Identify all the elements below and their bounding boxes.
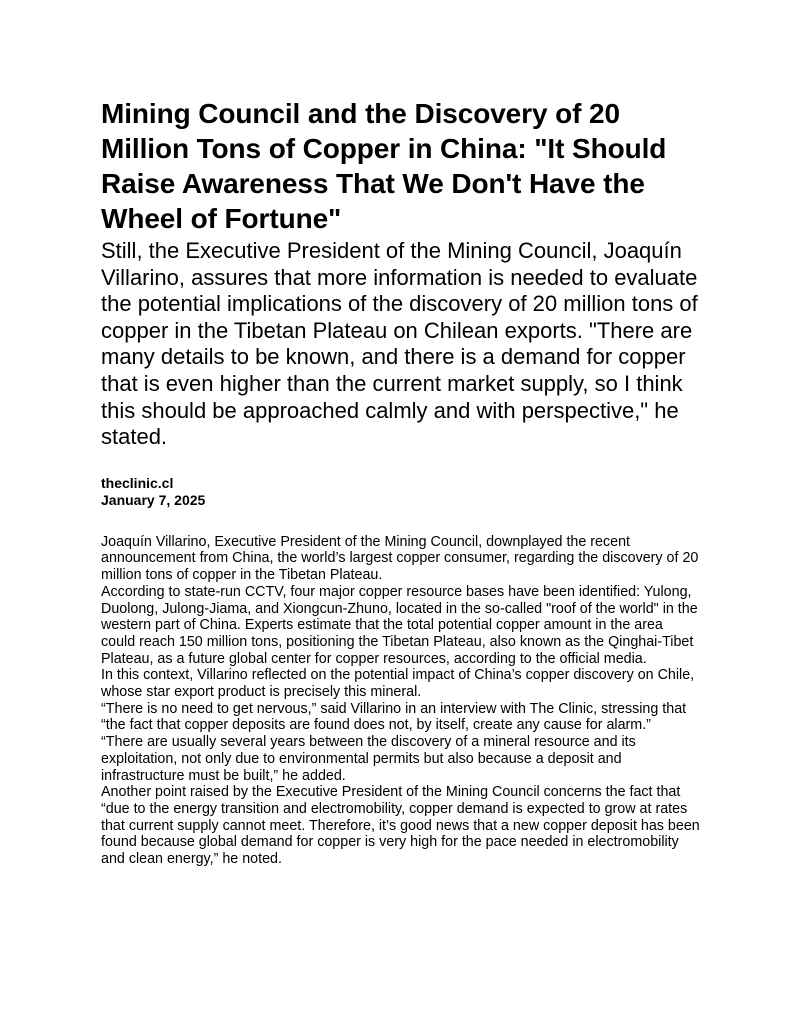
article-title: Mining Council and the Discovery of 20 Million Tons of Copper in China: "It Should Raise Awareness That We Don't Have the Wheel of Fortune" <box>101 98 667 234</box>
body-paragraph: In this context, Villarino reflected on the potential impact of China’s copper discovery on Chile, whose star export product is precisely this mineral. <box>101 667 695 701</box>
body-paragraph: “There is no need to get nervous,” said Villarino in an interview with The Clinic, stressing that “the fact that copper deposits are found does not, by itself, create any cause for alarm.” <box>101 700 687 734</box>
article-source: theclinic.cl <box>101 474 174 491</box>
body-paragraph: “There are usually several years between the discovery of a mineral resource and its exploitation, not only due to environmental permits but also because a deposit and infrastructure must be built,” he added. <box>101 734 636 784</box>
article-meta <box>101 475 701 509</box>
article <box>101 96 701 868</box>
body-paragraph: According to state-run CCTV, four major copper resource bases have been identified: Yulong, Duolong, Julong-Jiama, and Xiongcun-Zhuno, located in the so-called "roof of the world" in the western part of China. Experts estimate that the total potential copper amount in the area could reach 150 million tons, positioning the Tibetan Plateau, also known as the Qinghai-Tibet Plateau, as a future global center for copper resources, according to the official media. <box>101 583 698 667</box>
article-body <box>101 534 701 868</box>
body-paragraph: Joaquín Villarino, Executive President of the Mining Council, downplayed the recent announcement from China, the world’s largest copper consumer, regarding the discovery of 20 million tons of copper in the Tibetan Plateau. <box>101 533 699 584</box>
article-date: January 7, 2025 <box>101 491 206 508</box>
article-lead: Still, the Executive President of the Mining Council, Joaquín Villarino, assures that more information is needed to evaluate the potential implications of the discovery of 20 million tons of copper in the Tibetan Plateau on Chilean exports. "There are many details to be known, and there is a demand for copper that is even higher than the current market supply, so I think this should be approached calmly and with perspective," he stated. <box>101 238 698 450</box>
body-paragraph: Another point raised by the Executive President of the Mining Council concerns the fact that “due to the energy transition and electromobility, copper demand is expected to grow at rates that current supply cannot meet. Therefore, it’s good news that a new copper deposit has been found because global demand for copper is very high for the pace needed in electromobility and clean energy,” he noted. <box>101 784 700 868</box>
